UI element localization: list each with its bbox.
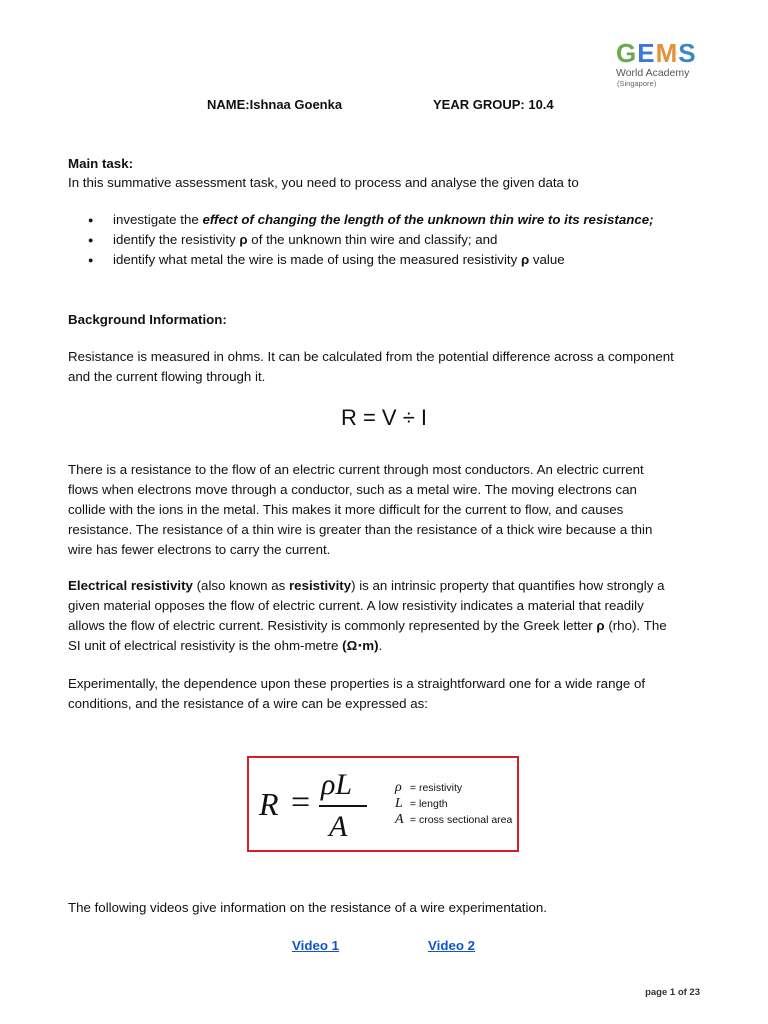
logo-country: (Singapore) (617, 79, 657, 88)
logo-academy-name: World Academy (616, 67, 690, 79)
main-task-heading: Main task: (68, 156, 134, 171)
background-heading: Background Information: (68, 312, 227, 327)
student-name: NAME:Ishnaa Goenka (207, 97, 343, 112)
bullet-item: ● identify the resistivity ρ of the unknown thin wire and classify; and (68, 230, 654, 250)
resistivity-paragraph: Electrical resistivity (also known as resistivity) is an intrinsic property that quantifies how strongly a given material opposes the flow of electric current. A low resistivity indicates a material that readily allows the flow of electric current. Resistivity is commonly represented by the Greek letter ρ (rho). The SI unit of electrical resistivity is the ohm-metre (Ω⋅m). (68, 578, 667, 653)
background-paragraph-1: Resistance is measured in ohms. It can be calculated from the potential difference across a component and the current flowing through it. (68, 349, 674, 384)
video-1-link[interactable]: Video 1 (292, 938, 340, 953)
video-2-link[interactable]: Video 2 (428, 938, 476, 953)
fraction-bar (319, 805, 367, 807)
formula-numerator: ρL (321, 768, 353, 801)
bullet-item: ● identify what metal the wire is made of using the measured resistivity ρ value (68, 250, 654, 270)
background-paragraph-4: Experimentally, the dependence upon these properties is a straightforward one for a wide range of conditions, and the resistance of a wire can be expressed as: (68, 676, 646, 711)
school-logo (616, 40, 706, 88)
page-number: page 1 of 23 (645, 987, 700, 998)
bullet-item: ● investigate the effect of changing the length of the unknown thin wire to its resistance; (68, 210, 654, 230)
year-group: YEAR GROUP: 10.4 (433, 97, 554, 112)
legend-length: L = length (395, 796, 448, 811)
formula-equals: = (291, 784, 311, 821)
legend-area: A = cross sectional area (395, 812, 513, 827)
task-bullet-list (68, 210, 654, 270)
ohms-law-equation: R = V ÷ I (340, 405, 428, 430)
formula-denominator: A (329, 810, 348, 843)
formula-lhs: R (259, 786, 279, 822)
main-task-intro: In this summative assessment task, you need to process and analyse the given data to (68, 175, 579, 190)
videos-intro: The following videos give information on the resistance of a wire experimentation. (68, 900, 547, 915)
legend-resistivity: ρ = resistivity (395, 780, 463, 795)
background-paragraph-2: There is a resistance to the flow of an electric current through most conductors. An electric current flows when electrons move through a conductor, such as a metal wire. The moving electrons can collide with the ions in the metal. This makes it more difficult for the current to flow, and causes resistance. The resistance of a thin wire is greater than the resistance of a thick wire because a thin wire has fewer electrons to carry the current. (68, 462, 653, 557)
resistance-formula-box (247, 756, 519, 852)
logo-wordmark: GEMS (616, 38, 697, 68)
